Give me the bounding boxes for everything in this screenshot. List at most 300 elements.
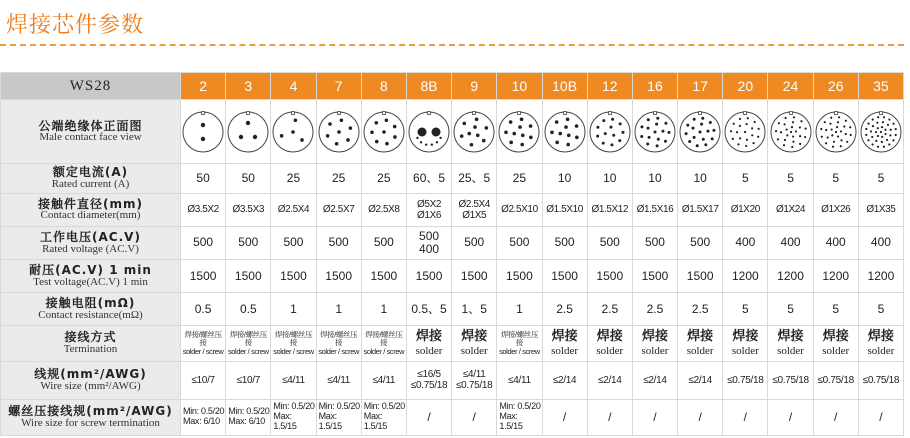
contact-pin	[779, 131, 781, 133]
contact-pin	[239, 134, 243, 138]
test-value-line: 1500	[189, 268, 217, 283]
contact-pin	[826, 136, 828, 138]
contact-pin	[892, 122, 894, 124]
column-header-10[interactable]: 10	[497, 73, 542, 100]
contact-pin	[520, 117, 524, 121]
voltage-value-line: 400	[870, 235, 891, 250]
wire-value-line: ≤0.75/18	[410, 380, 448, 392]
termination-en: solder / screw	[363, 346, 405, 356]
contact-pin	[825, 129, 827, 131]
row-label-en: Contact diameter(mm)	[40, 209, 141, 222]
connector-face-icon	[543, 110, 587, 154]
diameter-value-10B	[542, 193, 587, 226]
test-value-line: 1500	[506, 268, 533, 283]
contact-pin	[294, 118, 298, 122]
contact-pin	[849, 126, 851, 128]
test-value-line: 1200	[777, 268, 804, 283]
screw-value-9	[452, 399, 497, 435]
contact-pin	[468, 131, 472, 135]
contact-pin	[418, 127, 427, 136]
contact-pin	[881, 126, 883, 128]
test-value-line: 1500	[234, 268, 262, 283]
resistance-value-8B	[406, 293, 451, 326]
contact-pin	[786, 134, 788, 136]
column-header-8B[interactable]: 8B	[406, 73, 451, 100]
contact-pin	[881, 135, 883, 137]
current-value-line: 25	[286, 170, 301, 185]
termination-en: solder	[596, 344, 624, 357]
contact-pin	[692, 126, 695, 129]
termination-zh: 焊接/螺丝压接	[274, 330, 313, 348]
contact-pin	[521, 142, 525, 146]
contact-pin	[348, 126, 352, 130]
contact-pin	[794, 130, 796, 132]
contact-pin	[346, 138, 350, 142]
voltage-value-line: 400	[419, 242, 440, 256]
termination-zh: 焊接	[867, 329, 894, 345]
diameter-value-4	[271, 193, 316, 226]
resistance-value-line: 5	[787, 301, 794, 316]
contact-pin	[393, 135, 397, 139]
contact-pin	[473, 125, 477, 129]
termination-zh: 焊接/螺丝压接	[184, 330, 222, 348]
face-view-12	[587, 100, 632, 164]
contact-pin	[884, 133, 886, 135]
contact-pin	[432, 127, 441, 136]
contact-pin	[375, 139, 379, 143]
contact-pin	[887, 123, 889, 125]
contact-pin	[292, 130, 296, 134]
contact-pin	[653, 130, 656, 133]
screw-value-line: Min: 0.5/20	[228, 406, 270, 417]
contact-pin	[604, 132, 607, 135]
row-label-resistance	[1, 293, 181, 326]
wire-value-9	[452, 361, 497, 399]
voltage-value-35	[858, 226, 903, 259]
contact-pin	[747, 117, 749, 119]
contact-pin	[791, 145, 793, 147]
face-view-35	[858, 100, 903, 164]
termination-zh: 焊接	[641, 329, 668, 345]
contact-pin	[647, 126, 650, 129]
column-header-9[interactable]: 9	[452, 73, 497, 100]
diameter-value-line: Ø2.5X7	[322, 204, 355, 216]
diameter-value-20	[723, 193, 768, 226]
resistance-value-line: 2.5	[646, 301, 664, 316]
resistance-value-17	[678, 293, 723, 326]
test-value-line: 1500	[551, 268, 578, 283]
contact-pin	[612, 133, 615, 136]
column-header-26[interactable]: 26	[813, 73, 858, 100]
contact-pin	[385, 141, 389, 145]
contact-pin	[880, 131, 882, 133]
contact-pin	[838, 116, 840, 118]
contact-pin	[253, 134, 257, 138]
row-label-zh: 接线方式	[64, 330, 117, 345]
contact-pin	[337, 130, 341, 134]
column-header-16[interactable]: 16	[632, 73, 677, 100]
face-view-2	[181, 100, 226, 164]
row-label-test	[1, 260, 181, 293]
test-value-line: 1500	[280, 268, 307, 283]
resistance-value-16	[632, 293, 677, 326]
test-value-line: 1500	[596, 268, 624, 283]
diameter-value-3	[226, 193, 271, 226]
contact-pin	[611, 117, 614, 120]
test-value-line: 1200	[867, 268, 895, 283]
termination-zh: 焊接	[822, 329, 849, 345]
contact-pin	[596, 125, 599, 128]
contact-pin	[875, 131, 877, 133]
row-label-current	[1, 164, 181, 194]
current-value-line: 25	[331, 170, 346, 185]
connector-face-icon	[859, 110, 903, 154]
termination-zh: 焊接	[416, 329, 443, 345]
contact-pin	[875, 139, 877, 141]
resistance-value-line: 0.5	[194, 301, 212, 316]
voltage-value-17	[678, 226, 723, 259]
diameter-value-line: Ø1.5X10	[546, 204, 583, 216]
contact-pin	[889, 134, 891, 136]
screw-value-line: /	[427, 409, 431, 424]
contact-pin	[865, 128, 867, 130]
contact-pin	[871, 143, 873, 145]
contact-pin	[201, 122, 205, 126]
diameter-value-26	[813, 193, 858, 226]
test-value-line: 1500	[686, 268, 714, 283]
contact-pin	[505, 130, 509, 134]
contact-pin	[739, 117, 741, 119]
contact-pin	[693, 136, 696, 139]
wire-value-line: ≤4/11	[372, 374, 396, 386]
voltage-value-line: 500	[599, 235, 620, 250]
screw-value-line: /	[834, 409, 838, 424]
contact-pin	[792, 116, 794, 118]
wire-value-8B	[406, 361, 451, 399]
resistance-value-line: 2.5	[601, 301, 619, 316]
diameter-value-line: Ø2.5X10	[501, 204, 538, 216]
test-value-10	[497, 260, 542, 293]
wire-value-24	[768, 361, 813, 399]
contact-pin	[574, 124, 578, 128]
termination-value-8B	[406, 326, 451, 361]
contact-pin	[601, 141, 604, 144]
diameter-value-line: Ø1.5X17	[681, 204, 719, 216]
face-view-7	[316, 100, 361, 164]
screw-value-16	[632, 399, 677, 435]
contact-pin	[510, 140, 514, 144]
contact-pin	[686, 123, 689, 126]
resistance-value-3	[226, 293, 271, 326]
current-value-line: 50	[241, 170, 255, 185]
contact-pin	[758, 127, 760, 129]
resistance-value-20	[723, 293, 768, 326]
test-value-7	[316, 260, 361, 293]
face-view-4	[271, 100, 316, 164]
contact-pin	[521, 133, 525, 137]
diameter-value-line: Ø2.5X8	[368, 204, 400, 216]
row-label-zh: 接触件直径(mm)	[38, 196, 143, 211]
contact-pin	[774, 130, 776, 132]
contact-pin	[707, 129, 710, 132]
wire-value-17	[678, 361, 723, 399]
column-header-10B[interactable]: 10B	[542, 73, 587, 100]
termination-en: solder	[867, 344, 895, 357]
contact-pin	[280, 134, 284, 138]
connector-face-icon	[362, 110, 406, 154]
diameter-value-8	[361, 193, 406, 226]
test-value-10B	[542, 260, 587, 293]
screw-value-line: /	[472, 409, 476, 424]
diameter-value-line: Ø1X6	[417, 209, 442, 221]
wire-value-line: ≤0.75/18	[817, 374, 854, 386]
contact-pin	[776, 138, 778, 140]
voltage-value-8B	[406, 226, 451, 259]
test-value-35	[858, 260, 903, 293]
contact-pin	[876, 121, 878, 123]
contact-pin	[739, 137, 741, 139]
column-header-8[interactable]: 8	[361, 73, 406, 100]
contact-pin	[877, 127, 879, 129]
contact-pin	[792, 140, 794, 142]
current-value-9	[452, 164, 497, 194]
termination-value-20	[723, 326, 768, 361]
screw-value-line: Min: 0.5/20	[273, 401, 315, 412]
voltage-value-20	[723, 226, 768, 259]
connector-face-icon	[407, 110, 451, 154]
voltage-value-16	[632, 226, 677, 259]
contact-pin	[529, 135, 533, 139]
wire-value-10B	[542, 361, 587, 399]
resistance-value-line: 1	[335, 301, 342, 316]
contact-pin	[382, 130, 386, 134]
column-header-17[interactable]: 17	[678, 73, 723, 100]
column-header-4[interactable]: 4	[271, 73, 316, 100]
contact-pin	[575, 135, 579, 139]
contact-pin	[820, 128, 822, 130]
contact-pin	[832, 145, 834, 147]
contact-pin	[746, 138, 748, 140]
voltage-value-9	[452, 226, 497, 259]
current-value-12	[587, 164, 632, 194]
contact-pin	[713, 129, 716, 132]
wire-value-line: ≤0.75/18	[455, 380, 493, 392]
contact-pin	[777, 122, 779, 124]
diameter-value-10	[497, 193, 542, 226]
contact-pin	[871, 135, 873, 137]
diameter-value-2	[181, 193, 226, 226]
diameter-value-line: Ø1.5X16	[636, 204, 674, 216]
contact-pin	[753, 142, 755, 144]
resistance-value-26	[813, 293, 858, 326]
contact-pin	[564, 125, 568, 129]
wire-value-8	[361, 361, 406, 399]
resistance-value-line: 5	[877, 301, 885, 316]
current-value-line: 5	[877, 170, 885, 185]
contact-pin	[699, 130, 702, 133]
voltage-value-2	[181, 226, 226, 259]
termination-value-26	[813, 326, 858, 361]
contact-pin	[754, 121, 756, 123]
contact-pin	[416, 136, 418, 138]
screw-value-line: Min: 0.5/20	[363, 401, 405, 412]
contact-pin	[883, 145, 885, 147]
contact-pin	[555, 140, 559, 144]
current-value-16	[632, 164, 677, 194]
screw-value-10B	[542, 399, 587, 435]
column-header-24[interactable]: 24	[768, 73, 813, 100]
current-value-7	[316, 164, 361, 194]
contact-pin	[648, 136, 651, 139]
connector-face-icon	[226, 110, 270, 154]
row-label-diameter	[1, 193, 181, 226]
contact-pin	[374, 121, 378, 125]
screw-value-3	[226, 399, 271, 435]
column-header-35[interactable]: 35	[858, 73, 903, 100]
test-value-16	[632, 260, 677, 293]
contact-pin	[425, 143, 427, 145]
contact-pin	[746, 123, 748, 125]
resistance-value-4	[271, 293, 316, 326]
voltage-value-line: 400	[735, 235, 756, 250]
contact-pin	[685, 132, 688, 135]
diameter-value-7	[316, 193, 361, 226]
screw-value-7	[316, 399, 361, 435]
current-value-line: 50	[196, 170, 210, 185]
connector-face-icon	[723, 110, 767, 154]
resistance-value-7	[316, 293, 361, 326]
voltage-value-line: 500	[328, 235, 349, 250]
contact-pin	[872, 125, 874, 127]
termination-value-3	[226, 326, 271, 361]
contact-pin	[830, 116, 832, 118]
contact-pin	[884, 128, 886, 130]
diameter-value-line: Ø5X2	[417, 198, 442, 210]
contact-pin	[792, 135, 794, 137]
test-value-line: 1500	[325, 268, 352, 283]
diameter-value-line: Ø1X24	[775, 204, 806, 216]
test-value-line: 1500	[641, 268, 669, 283]
diameter-value-line: Ø3.5X3	[232, 204, 265, 216]
screw-value-line: Max: 1.5/15	[273, 411, 297, 432]
termination-zh: 焊接/螺丝压接	[365, 330, 403, 348]
screw-value-line: Min: 0.5/20	[318, 401, 360, 412]
contact-pin	[745, 144, 747, 146]
current-value-line: 25	[377, 170, 391, 185]
contact-pin	[849, 134, 851, 136]
resistance-value-9	[452, 293, 497, 326]
current-value-line: 5	[787, 170, 794, 185]
connector-face-icon	[633, 110, 677, 154]
diameter-value-9	[452, 193, 497, 226]
wire-value-line: ≤4/11	[327, 374, 351, 386]
current-value-8	[361, 164, 406, 194]
voltage-value-8	[361, 226, 406, 259]
current-value-35	[858, 164, 903, 194]
test-value-line: 1500	[460, 268, 488, 283]
contact-pin	[609, 125, 612, 128]
column-header-3[interactable]: 3	[226, 73, 271, 100]
screw-value-line: /	[788, 409, 793, 424]
contact-pin	[709, 121, 712, 124]
column-header-7[interactable]: 7	[316, 73, 361, 100]
contact-pin	[558, 131, 562, 135]
termination-value-2	[181, 326, 226, 361]
contact-pin	[470, 143, 474, 147]
screw-value-2	[181, 399, 226, 435]
resistance-value-10B	[542, 293, 587, 326]
contact-pin	[738, 143, 740, 145]
row-label-en: Contact resistance(mΩ)	[38, 308, 143, 321]
contact-pin	[661, 129, 664, 132]
column-header-20[interactable]: 20	[723, 73, 768, 100]
diameter-value-24	[768, 193, 813, 226]
current-value-4	[271, 164, 316, 194]
contact-pin	[736, 131, 738, 133]
termination-value-17	[678, 326, 723, 361]
resistance-value-line: 0.5、5	[411, 301, 447, 316]
wire-value-line: ≤4/11	[508, 374, 531, 386]
contact-pin	[843, 125, 845, 127]
connector-face-icon	[271, 110, 315, 154]
contact-pin	[485, 126, 489, 130]
contact-pin	[420, 141, 422, 143]
contact-pin	[301, 138, 305, 142]
diameter-value-line: Ø1X5	[462, 209, 487, 221]
contact-pin	[325, 134, 329, 138]
resistance-value-12	[587, 293, 632, 326]
screw-value-10	[497, 399, 542, 435]
contact-pin	[701, 116, 704, 119]
screw-value-24	[768, 399, 813, 435]
contact-pin	[664, 139, 667, 142]
contact-pin	[844, 133, 846, 135]
contact-pin	[656, 144, 659, 147]
spec-table	[0, 72, 904, 436]
contact-pin	[799, 142, 801, 144]
contact-pin	[436, 141, 438, 143]
connector-face-icon	[678, 110, 722, 154]
contact-pin	[640, 125, 643, 128]
wire-value-line: ≤2/14	[643, 374, 667, 386]
wire-value-line: ≤4/11	[462, 369, 486, 381]
contact-pin	[739, 124, 741, 126]
row-label-en: Rated current (A)	[51, 177, 130, 190]
contact-pin	[837, 135, 839, 137]
termination-zh: 焊接/螺丝压接	[229, 330, 267, 348]
column-header-2[interactable]: 2	[181, 73, 226, 100]
termination-value-7	[316, 326, 361, 361]
contact-pin	[610, 143, 613, 146]
row-label-en: Termination	[63, 343, 118, 356]
screw-value-line: /	[562, 409, 567, 424]
screw-value-line: /	[608, 409, 612, 424]
resistance-value-8	[361, 293, 406, 326]
contact-pin	[618, 139, 621, 142]
face-view-8	[361, 100, 406, 164]
contact-pin	[820, 135, 822, 137]
diameter-value-line: Ø2.5X4	[458, 198, 490, 210]
contact-pin	[657, 137, 660, 140]
row-label-zh: 工作电压(AC.V)	[40, 229, 141, 244]
column-header-12[interactable]: 12	[587, 73, 632, 100]
voltage-value-line: 500	[644, 235, 665, 250]
current-value-3	[226, 164, 271, 194]
resistance-value-line: 1	[290, 301, 297, 316]
termination-value-35	[858, 326, 903, 361]
row-label-voltage	[1, 226, 181, 259]
voltage-value-line: 500	[283, 235, 304, 250]
